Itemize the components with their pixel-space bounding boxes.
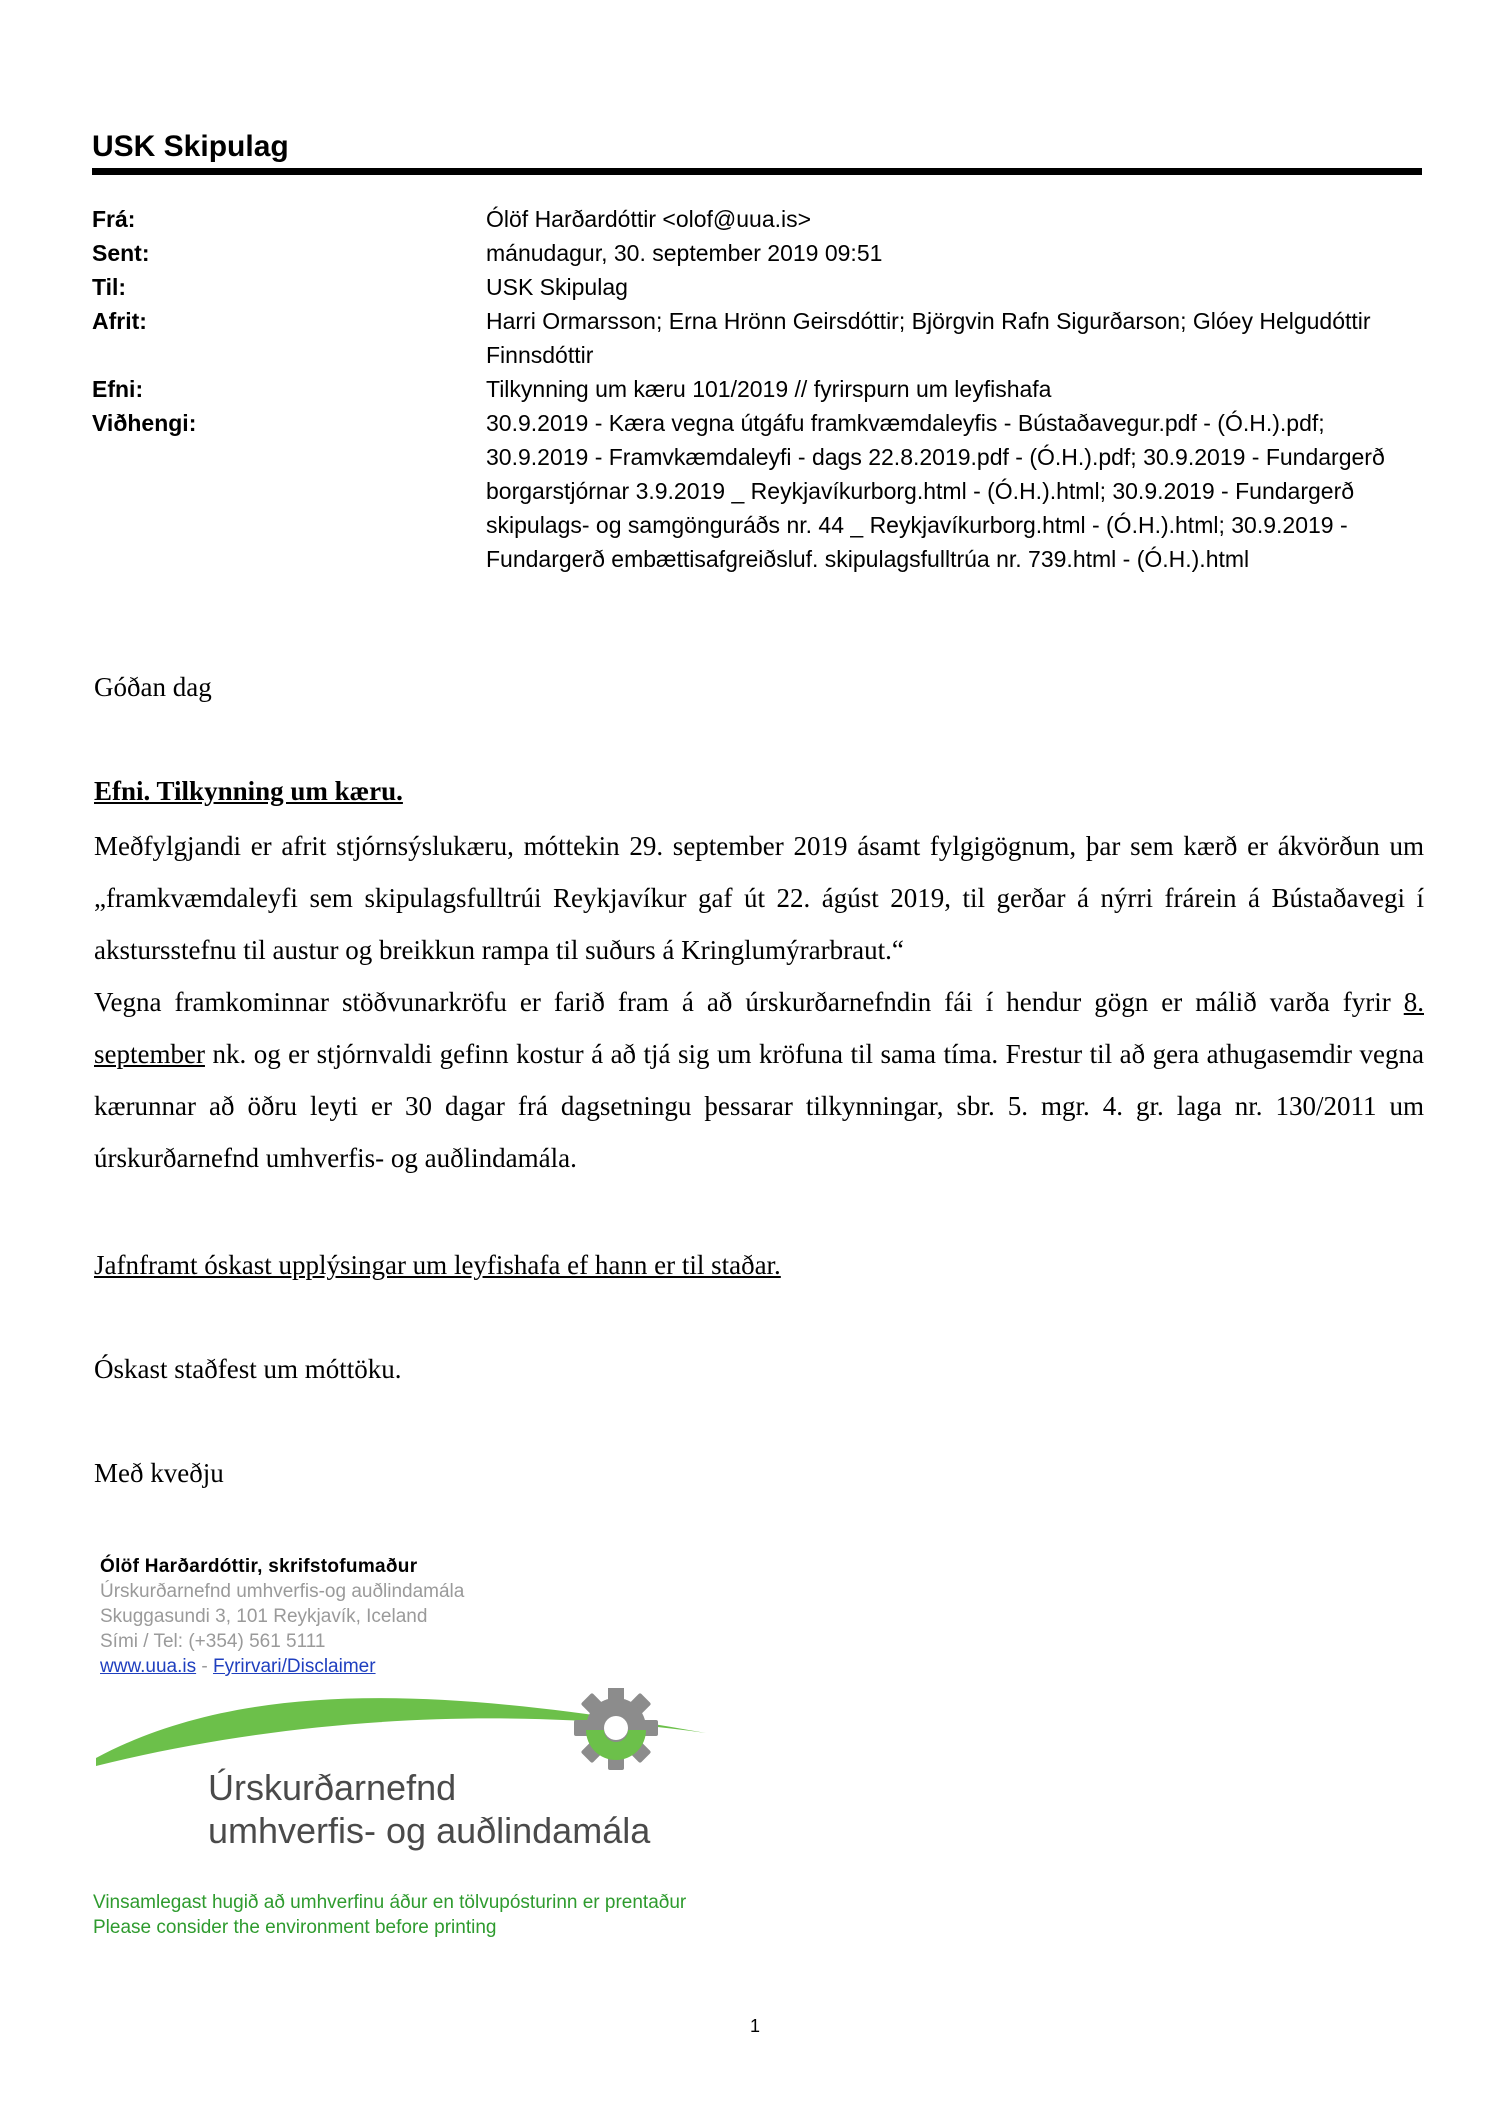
header-label-sent: Sent: [92,240,150,266]
subject-heading: Efni. Tilkynning um kæru. [94,776,403,806]
logo-text-line1: Úrskurðarnefnd [208,1767,457,1808]
disclaimer-link[interactable]: Fyrirvari/Disclaimer [213,1656,376,1677]
environment-note-en: Please consider the environment before printing [93,1917,497,1938]
mailbox-title: USK Skipulag [92,130,289,163]
header-value-to: USK Skipulag [486,274,628,300]
signature-phone: Sími / Tel: (+354) 561 5111 [100,1631,326,1652]
request-line: Jafnframt óskast upplýsingar um leyfishafa ef hann er til staðar. [94,1250,781,1280]
environment-note-is: Vinsamlegast hugið að umhverfinu áður en tölvupósturinn er prentaður [93,1892,687,1913]
logo-text-line2: umhverfis- og auðlindamála [208,1810,651,1851]
paragraph-deadline-after: nk. og er stjórnvaldi gefinn kostur á að tjá sig um kröfuna til sama tíma. Frestur til að gera athugasemdir vegna kærunnar að öðru leyti er 30 dagar frá dagsetningu þessarar tilkynningar, sbr. 5. mgr. 4. gr. laga nr. 130/2011 um úrskurðarnefnd umhverfis- og auðlindamála. [94,1039,1424,1173]
signature-name: Ólöf Harðardóttir, skrifstofumaður [100,1556,418,1577]
page-number: 1 [749,2016,760,2036]
header-value-cc: Harri Ormarsson; Erna Hrönn Geirsdóttir; Björgvin Rafn Sigurðarson; Glóey Helgudóttir Finnsdóttir [486,308,1371,368]
header-value-sent: mánudagur, 30. september 2019 09:51 [486,240,883,266]
signature-org: Úrskurðarnefnd umhverfis-og auðlindamála [100,1581,465,1602]
paragraph-deadline-before: Vegna framkominnar stöðvunarkröfu er farið fram á að úrskurðarnefndin fái í hendur gögn er málið varða fyrir [94,987,1404,1017]
signature-links [100,1654,464,1679]
signature-block [100,1554,464,1679]
header-value-attachments: 30.9.2019 - Kæra vegna útgáfu framkvæmdaleyfis - Bústaðavegur.pdf - (Ó.H.).pdf; 30.9.2019 - Framvkæmdaleyfi - dags 22.8.2019.pdf - (Ó.H.).pdf; 30.9.2019 - Fundargerð borgarstjórnar 3.9.2019 _ Reykjavíkurborg.html - (Ó.H.).html; 30.9.2019 - Fundargerð skipulags- og samgönguráðs nr. 44 _ Reykjavíkurborg.html - (Ó.H.).html; 30.9.2019 - Fundargerð embættisafgreiðsluf. skipulagsfulltrúa nr. 739.html - (Ó.H.).html [486,410,1385,572]
closing: Með kveðju [94,1458,224,1488]
link-separator: - [196,1656,213,1677]
confirm-line: Óskast staðfest um móttöku. [94,1354,402,1384]
header-value-from: Ólöf Harðardóttir <olof@uua.is> [486,206,812,232]
paragraph-deadline [94,976,1424,1184]
header-label-cc: Afrit: [92,308,147,334]
header-label-subject: Efni: [92,376,144,402]
website-link[interactable]: www.uua.is [100,1656,197,1677]
deadline-date: 8. september [94,987,1424,1069]
header-label-to: Til: [92,274,127,300]
greeting: Góðan dag [94,672,212,702]
gear-icon [574,1688,658,1770]
header-value-subject: Tilkynning um kæru 101/2019 // fyrirspurn um leyfishafa [486,376,1052,402]
paragraph-notice: Meðfylgjandi er afrit stjórnsýslukæru, móttekin 29. september 2019 ásamt fylgigögnum, þar sem kærð er ákvörðun um „framkvæmdaleyfi sem skipulagsfulltrúi Reykjavíkur gaf út 22. ágúst 2019, til gerðar á nýrri frárein á Bústaðavegi í akstursstefnu til austur og breikkun rampa til suðurs á Kringlumýrarbraut.“ [94,831,1424,965]
title-rule [92,168,1422,175]
organization-logo [96,1688,716,1863]
environment-note [93,1890,686,1940]
header-label-from: Frá: [92,206,136,232]
header-label-attachments: Viðhengi: [92,410,197,436]
signature-address: Skuggasundi 3, 101 Reykjavík, Iceland [100,1606,428,1627]
